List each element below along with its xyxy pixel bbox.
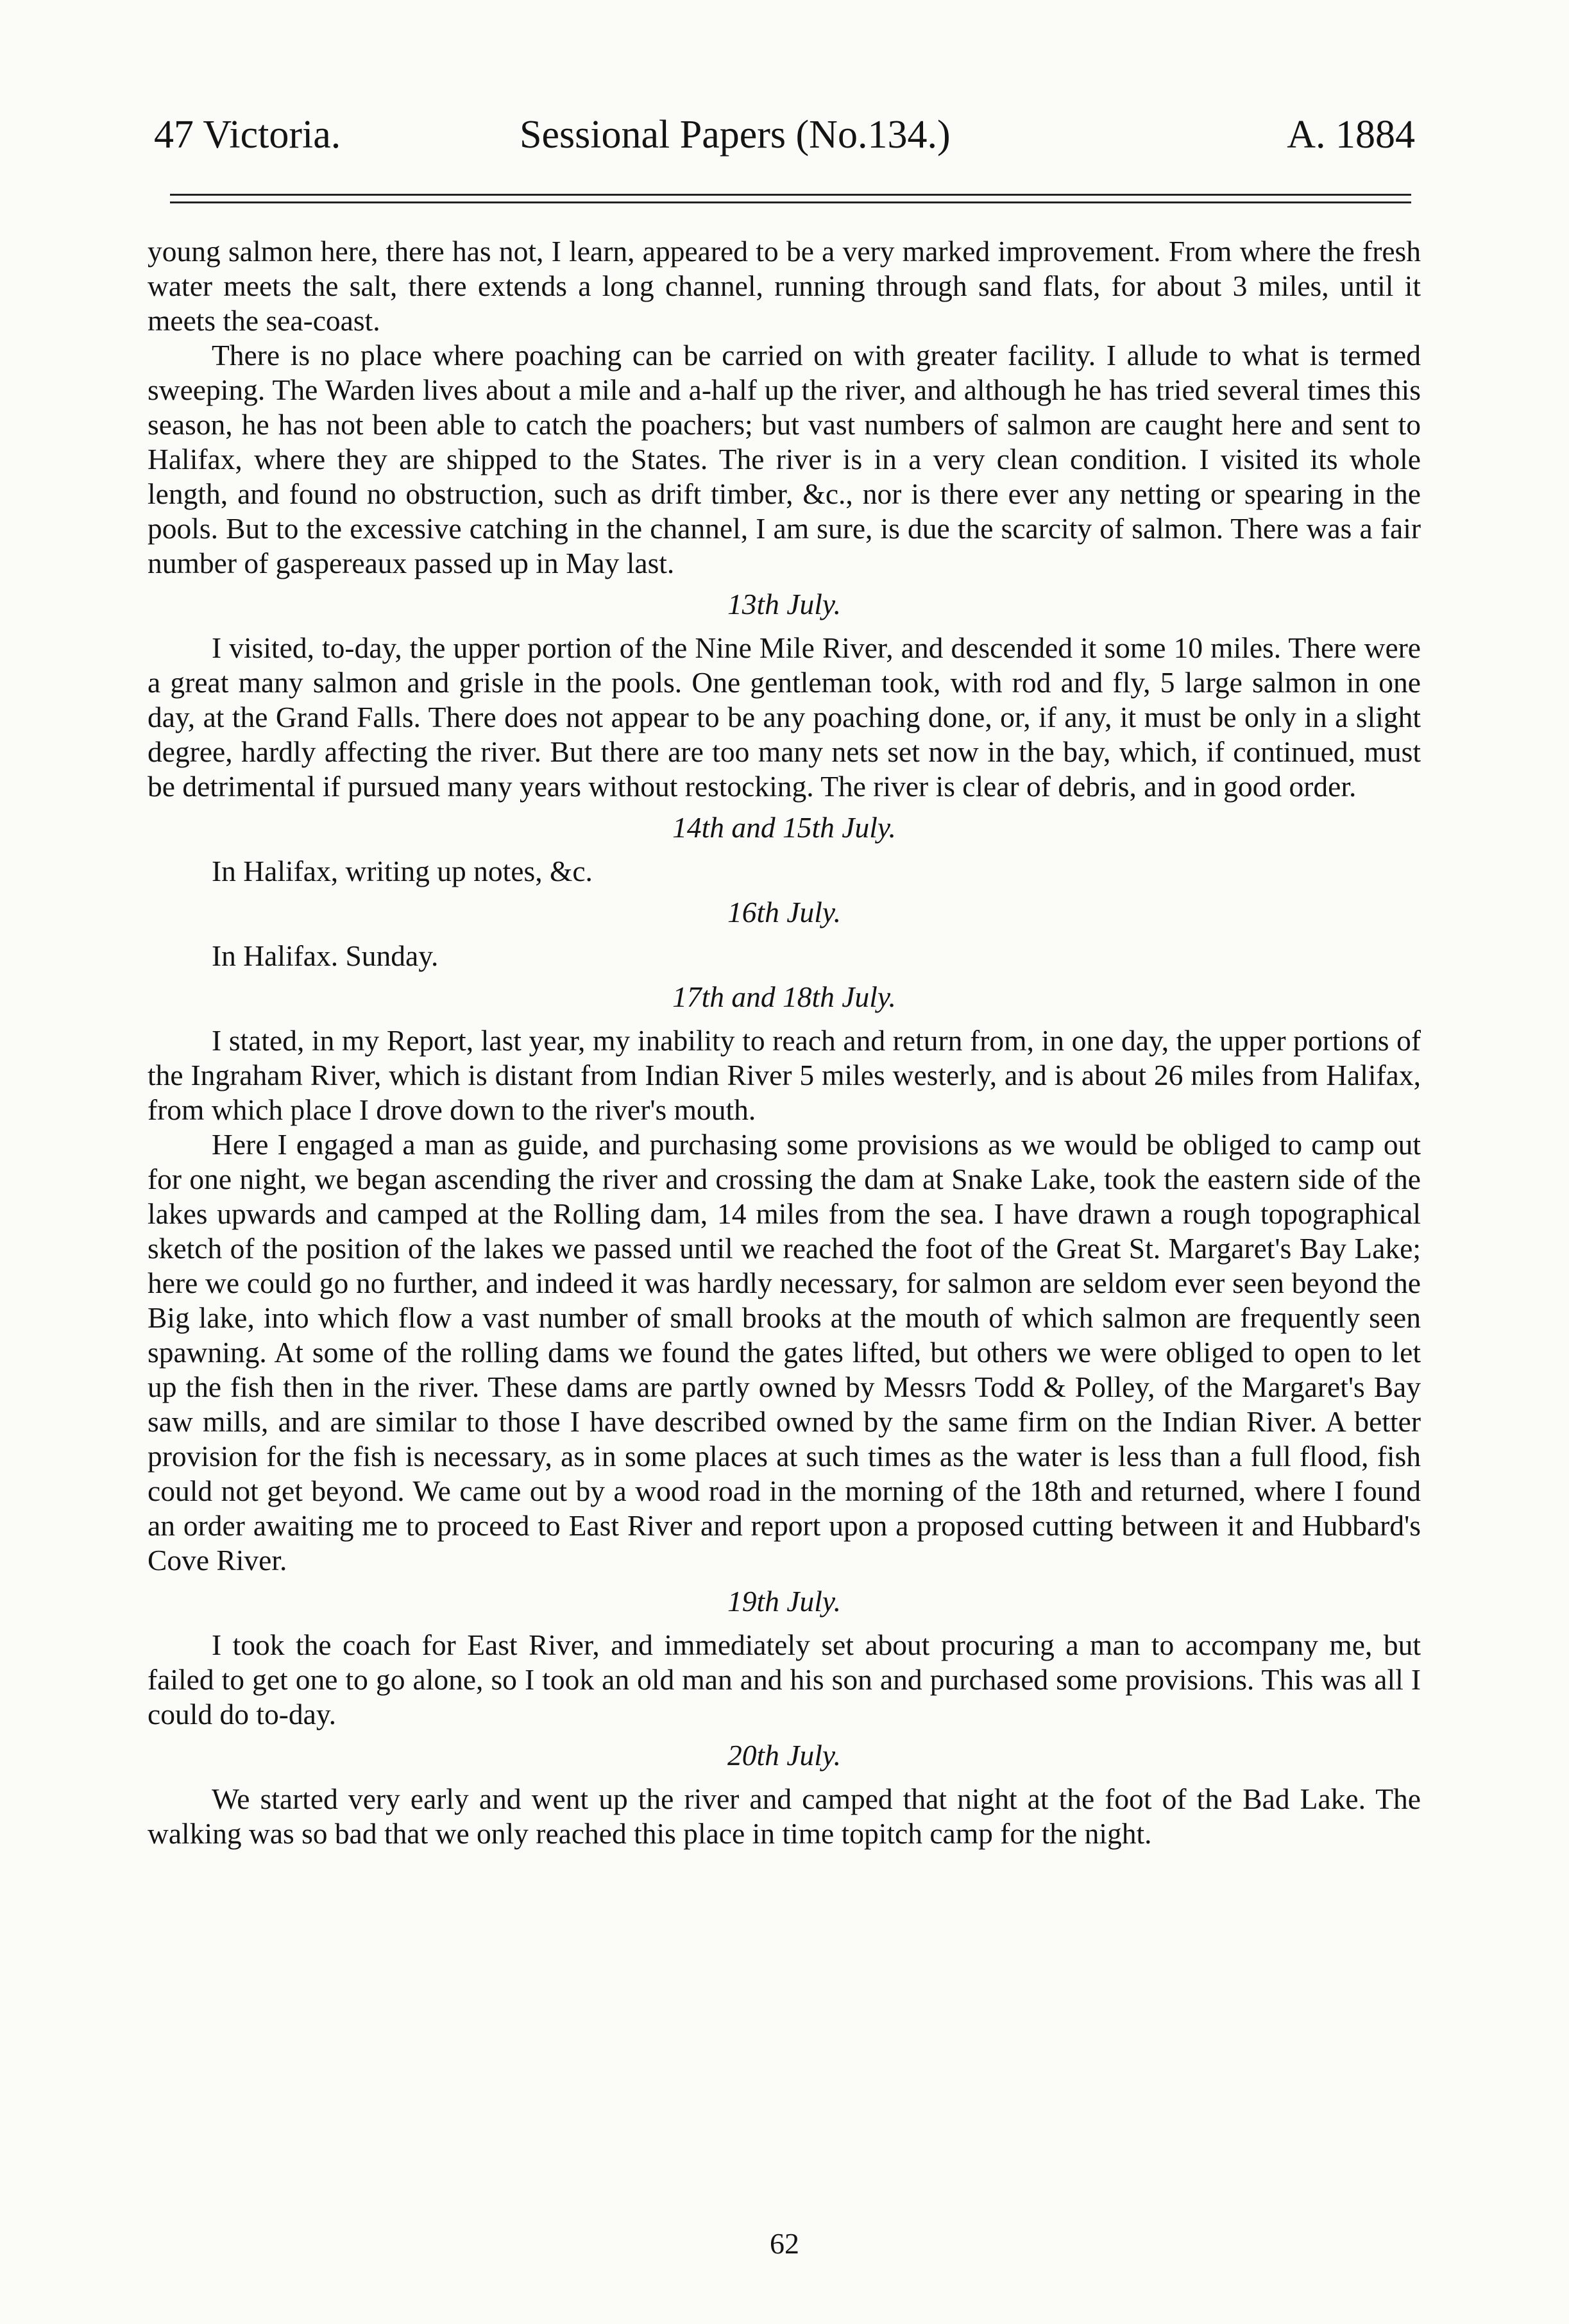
header-rule-bottom xyxy=(170,201,1411,203)
running-header xyxy=(154,109,1415,160)
header-sessional-papers: Sessional Papers (No.134.) xyxy=(520,113,951,157)
date-heading: 20th July. xyxy=(727,1739,841,1772)
header-rule-top xyxy=(170,194,1411,196)
paragraph: There is no place where poaching can be carried on with greater facility. I allude to what is termed sweeping. The Warden lives about a mile and a-half up the river, and although he has tried several times this season, he has not been able to catch the poachers; but vast numbers of salmon are caught here and sent to Halifax, where they are shipped to the States. The river is in a very clean condition. I visited its whole length, and found no obstruction, such as drift timber, &c., nor is there ever any netting or spearing in the pools. But to the excessive catching in the channel, I am sure, is due the scarcity of salmon. There was a fair number of gaspereaux passed up in May last. xyxy=(148,339,1421,579)
paragraph: I stated, in my Report, last year, my inability to reach and return from, in one day, the upper portions of the Ingraham River, which is distant from Indian River 5 miles westerly, and is about 26 miles from Halifax, from which place I drove down to the river's mouth. xyxy=(148,1024,1421,1126)
date-heading: 17th and 18th July. xyxy=(672,980,896,1013)
paragraph: Here I engaged a man as guide, and purchasing some provisions as we would be obliged to camp out for one night, we began ascending the river and crossing the dam at Snake Lake, took the eastern side of the lakes upwards and camped at the Rolling dam, 14 miles from the sea. I have drawn a rough topographical sketch of the position of the lakes we passed until we reached the foot of the Great St. Margaret's Bay Lake; here we could go no further, and indeed it was hardly necessary, for salmon are seldom ever seen beyond the Big lake, into which flow a vast number of small brooks at the mouth of which salmon are frequently seen spawning. At some of the rolling dams we found the gates lifted, but others we were obliged to open to let up the fish then in the river. These dams are partly owned by Messrs Todd & Polley, of the Margaret's Bay saw mills, and are similar to those I have described owned by the same firm on the Indian River. A better provision for the fish is necessary, as in some places at such times as the water is less than a full flood, fish could not get beyond. We came out by a wood road in the morning of the 18th and returned, where I found an order awaiting me to proceed to East River and report upon a proposed cutting between it and Hubbard's Cove River. xyxy=(148,1128,1421,1576)
date-heading: 14th and 15th July. xyxy=(672,811,896,844)
paragraph: I visited, to-day, the upper portion of the Nine Mile River, and descended it some 10 miles. There were a great many salmon and grisle in the pools. One gentleman took, with rod and fly, 5 large salmon in one day, at the Grand Falls. There does not appear to be any poaching done, or, if any, it must be only in a slight degree, hardly affecting the river. But there are too many nets set now in the bay, which, if continued, must be detrimental if pursued many years without restocking. The river is clear of debris, and in good order. xyxy=(148,631,1421,803)
body-text xyxy=(148,234,1421,1851)
paragraph: We started very early and went up the river and camped that night at the foot of the Bad Lake. The walking was so bad that we only reached this place in time topitch camp for the night. xyxy=(148,1782,1421,1850)
header-year: A. 1884 xyxy=(1287,113,1415,157)
header-volume: 47 Victoria. xyxy=(154,113,341,157)
date-heading: 16th July. xyxy=(727,896,841,928)
paragraph: In Halifax, writing up notes, &c. xyxy=(212,855,593,887)
paragraph: young salmon here, there has not, I learn, appeared to be a very marked improvement. From where the fresh water meets the salt, there extends a long channel, running through sand flats, for about 3 miles, until it meets the sea-coast. xyxy=(148,235,1421,337)
paragraph: I took the coach for East River, and immediately set about procuring a man to accompany me, but failed to get one to go alone, so I took an old man and his son and purchased some provisions. This was all I could do to-day. xyxy=(148,1628,1421,1730)
date-heading: 19th July. xyxy=(727,1585,841,1618)
date-heading: 13th July. xyxy=(727,588,841,620)
paragraph: In Halifax. Sunday. xyxy=(212,939,439,972)
page-number: 62 xyxy=(770,2227,799,2260)
